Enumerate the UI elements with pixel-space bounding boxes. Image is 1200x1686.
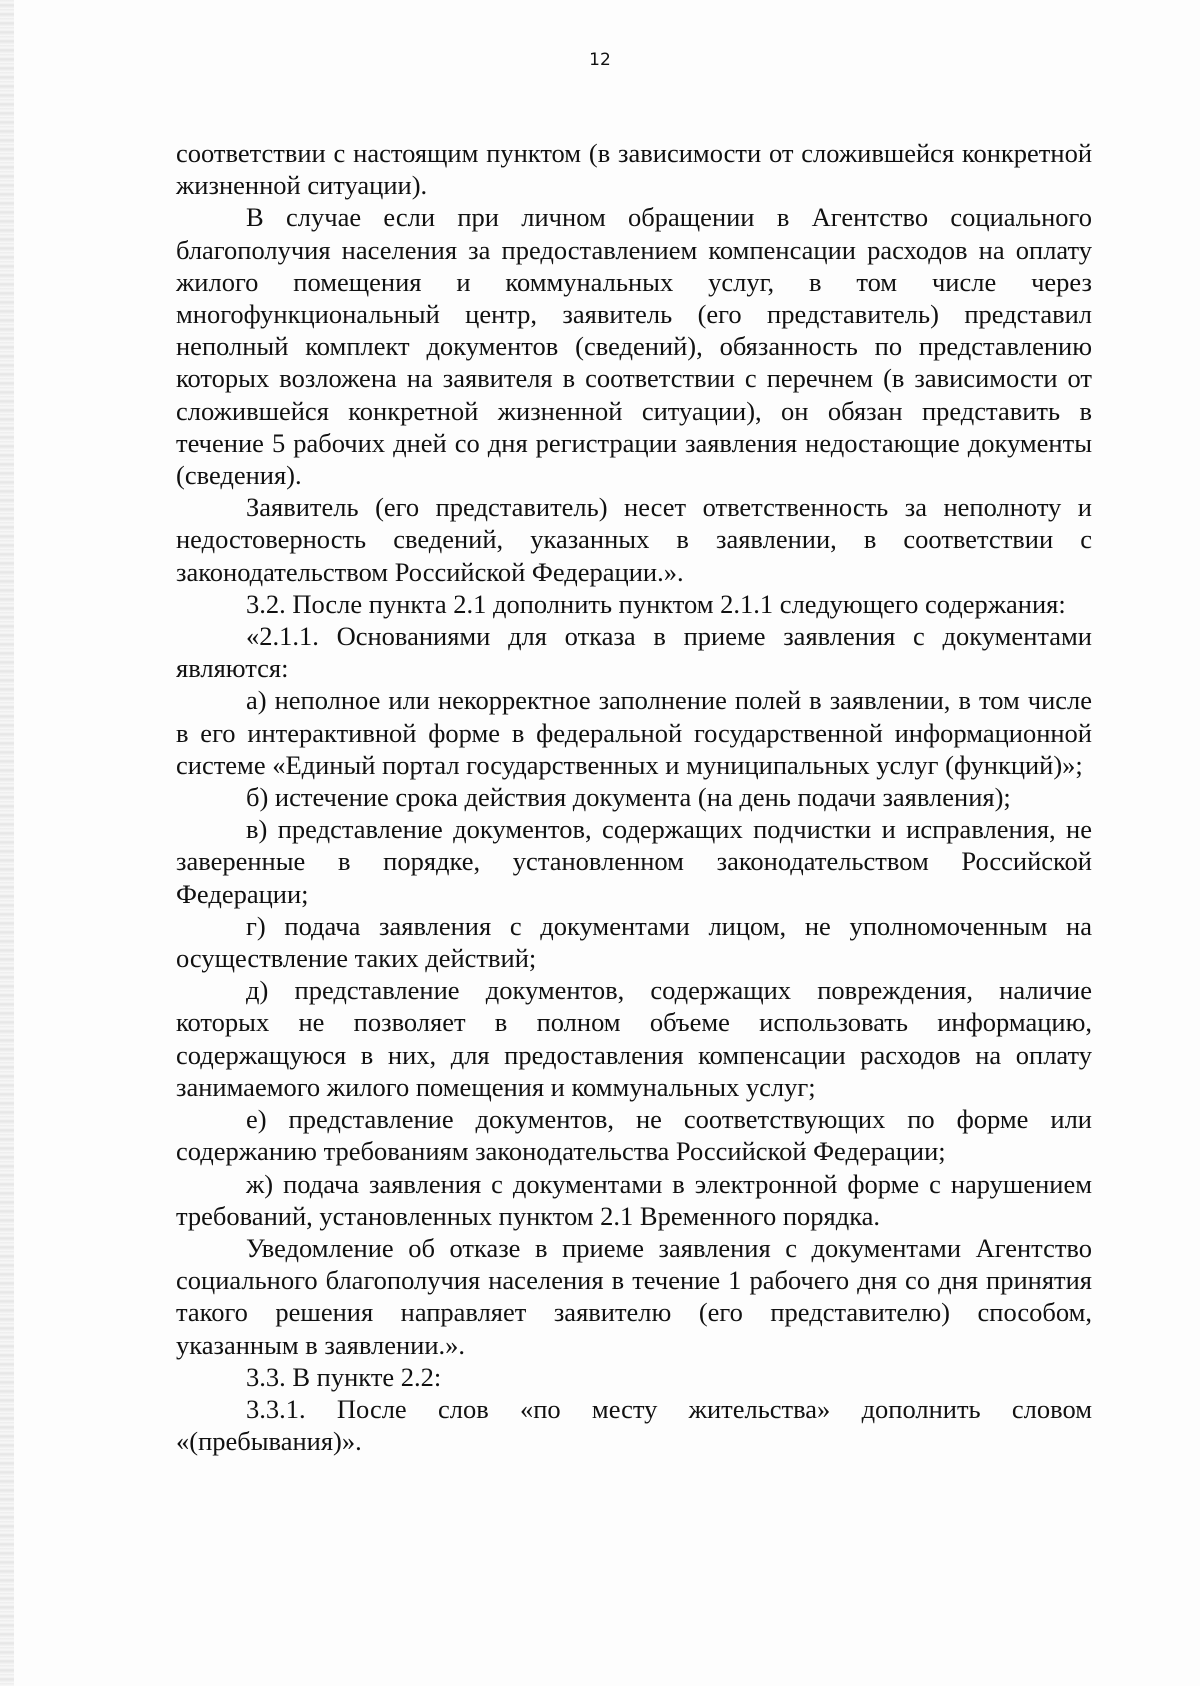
page-number: 12 <box>589 50 611 70</box>
paragraph-refusal-notice: Уведомление об отказе в приеме заявления с документами Агентство социального благополучия населения в течение 1 рабочего дня со дня принятия такого решения направляет заявителю (его представителю) способом, указанным в заявлении.». <box>176 1232 1092 1360</box>
scan-edge-shadow <box>0 0 14 1686</box>
list-item-zh: ж) подача заявления с документами в электронной форме с нарушением требований, установленных пунктом 2.1 Временного порядка. <box>176 1168 1092 1231</box>
list-item-a: а) неполное или некорректное заполнение полей в заявлении, в том числе в его интерактивной форме в федеральной государственной информационной системе «Единый портал государственных и муниципальных услуг (функций)»; <box>176 685 1092 780</box>
list-item-g: г) подача заявления с документами лицом, не уполномоченным на осуществление таких действий; <box>176 910 1092 974</box>
list-item-b: б) истечение срока действия документа (на день подачи заявления); <box>246 782 1011 813</box>
list-item-d: д) представление документов, содержащих повреждения, наличие которых не позволяет в полном объеме использовать информацию, содержащуюся в них, для предоставления компенсации расходов на оплату занимаемого жилого помещения и коммунальных услуг; <box>176 975 1092 1102</box>
document-body <box>176 137 1092 1457</box>
paragraph-item-3-2: 3.2. После пункта 2.1 дополнить пунктом 2.1.1 следующего содержания: <box>246 588 1066 619</box>
paragraph-item-3-3: 3.3. В пункте 2.2: <box>246 1361 442 1392</box>
paragraph-applicant-responsibility: Заявитель (его представитель) несет ответственность за неполноту и недостоверность сведений, указанных в заявлении, в соответствии с законодательством Российской Федерации.». <box>176 492 1092 587</box>
list-item-v: в) представление документов, содержащих подчистки и исправления, не заверенные в порядке, установленном законодательством Российской Федерации; <box>176 814 1092 909</box>
paragraph-continuation: соответствии с настоящим пунктом (в зависимости от сложившейся конкретной жизненной ситуации). <box>176 138 1092 201</box>
paragraph-incomplete-documents: В случае если при личном обращении в Агентство социального благополучия населения за предоставлением компенсации расходов на оплату жилого помещения и коммунальных услуг, в том числе через многофункциональный центр, заявитель (его представитель) представил неполный комплект документов (сведений), обязанность по представлению которых возложена на заявителя в соответствии с перечнем (в зависимости от сложившейся конкретной жизненной ситуации), он обязан представить в течение 5 рабочих дней со дня регистрации заявления недостающие документы (сведения). <box>176 202 1092 491</box>
paragraph-item-3-3-1: 3.3.1. После слов «по месту жительства» дополнить словом «(пребывания)». <box>176 1393 1092 1457</box>
list-item-e: е) представление документов, не соответствующих по форме или содержанию требованиям законодательства Российской Федерации; <box>176 1104 1092 1167</box>
paragraph-item-2-1-1: «2.1.1. Основаниями для отказа в приеме заявления с документами являются: <box>176 621 1092 684</box>
